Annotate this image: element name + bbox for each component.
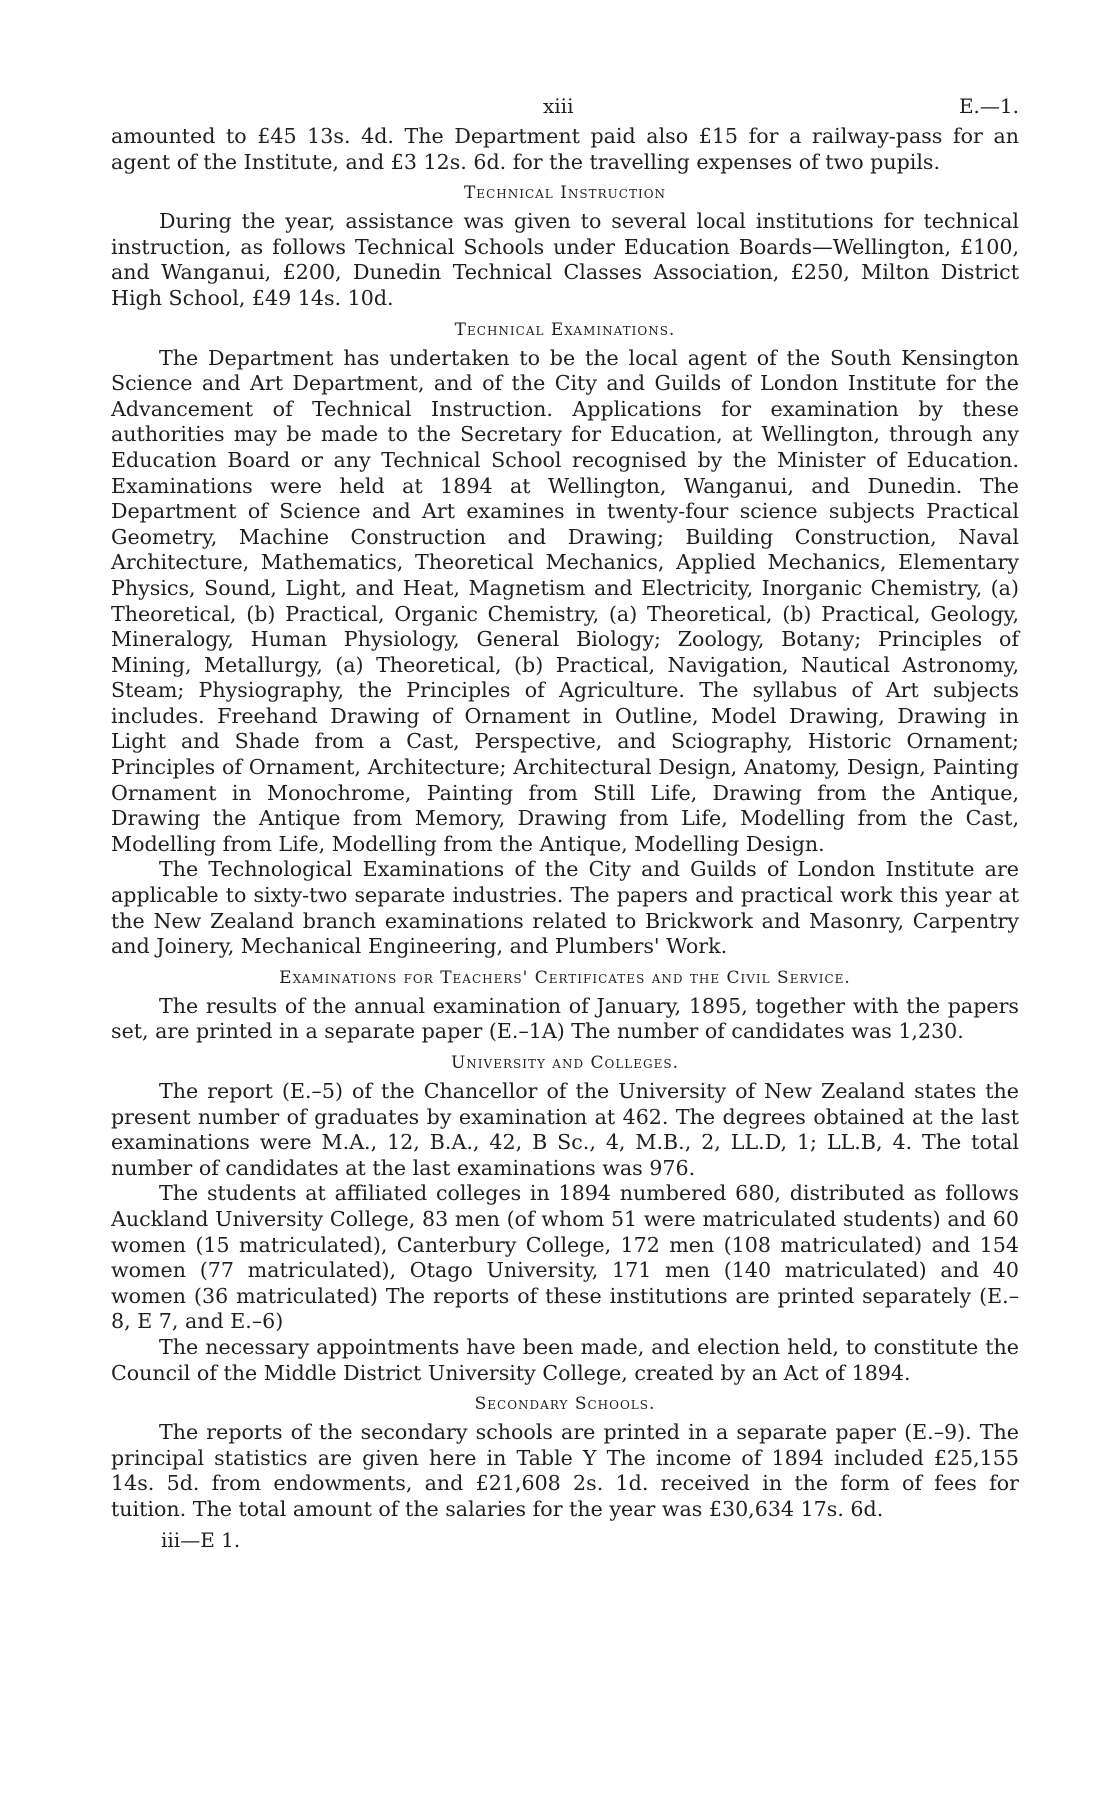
paragraph: The students at affiliated colleges in 1894 numbered 680, distributed as follows Auckland University College, 83 men (of whom 51 were matriculated students) and 60 women (15 matriculated), Canterbury College, 172 men (108 matriculated) and 154 women (77 matriculated), Otago University, 171 men (140 matriculated) and 40 women (36 matriculated) The reports of these institutions are printed separately (E.–8, E 7, and E.–6) [111,1181,1019,1334]
section-teachers-certificates [111,966,1019,1045]
section-heading: Examinations for Teachers' Certificates and the Civil Service. [279,967,851,988]
section-technical-instruction [111,181,1019,311]
paragraph: amounted to £45 13s. 4d. The Department paid also £15 for a railway-pass for an agent of the Institute, and £3 12s. 6d. for the travelling expenses of two pupils. [111,124,1019,174]
section-university-colleges [111,1051,1019,1386]
paragraph: During the year, assistance was given to several local institutions for technical instruction, as follows Technical Schools under Education Boards—Wellington, £100, and Wanganui, £200, Dunedin Technical Classes Association, £250, Milton District High School, £49 14s. 10d. [111,209,1019,310]
paragraph: The report (E.–5) of the Chancellor of the University of New Zealand states the present number of graduates by examination at 462. The degrees obtained at the last examinations were M.A., 12, B.A., 42, B Sc., 4, M.B., 2, LL.D, 1; LL.B, 4. The total number of candidates at the last examinations was 976. [111,1079,1019,1180]
document-page [111,88,1019,1553]
section-secondary-schools [111,1392,1019,1522]
paragraph: The Department has undertaken to be the local agent of the South Kensington Science and Art Department, and of the City and Guilds of London Institute for the Advancement of Technical Instruction. Applications for examination by these authorities may be made to the Secretary for Education, at Wellington, through any Education Board or any Technical School recognised by the Minister of Education. Examinations were held at 1894 at Wellington, Wanganui, and Dunedin. The Department of Science and Art examines in twenty-four science subjects Practical Geometry, Machine Construction and Drawing; Building Construction, Naval Architecture, Mathematics, Theoretical Mechanics, Applied Mechanics, Elementary Physics, Sound, Light, and Heat, Magnetism and Electricity, Inorganic Chemistry, (a) Theoretical, (b) Practical, Organic Chemistry, (a) Theoretical, (b) Practical, Geology, Mineralogy, Human Physiology, General Biology; Zoology, Botany; Principles of Mining, Metallurgy, (a) Theoretical, (b) Practical, Navigation, Nautical Astronomy, Steam; Physiography, the Principles of Agriculture. The syllabus of Art subjects includes. Freehand Drawing of Ornament in Outline, Model Drawing, Drawing in Light and Shade from a Cast, Perspective, and Sciography, Historic Ornament; Principles of Ornament, Architecture; Architectural Design, Anatomy, Design, Painting Ornament in Monochrome, Painting from Still Life, Drawing from the Antique, Drawing the Antique from Memory, Drawing from Life, Modelling from the Cast, Modelling from Life, Modelling from the Antique, Modelling Design. [111,345,1019,856]
section-heading: Technical Instruction [463,183,667,204]
page-header [111,88,1019,124]
section-heading: Technical Examinations. [454,319,676,340]
section-technical-examinations [111,318,1019,960]
document-code: E.—1. [958,94,1019,118]
paragraph: The necessary appointments have been made, and election held, to constitute the Council of the Middle District University College, created by an Act of 1894. [111,1334,1019,1385]
section-heading: Secondary Schools. [474,1394,656,1415]
page-number: xiii [543,94,574,118]
section-heading: University and Colleges. [450,1053,680,1073]
paragraph: The Technological Examinations of the City and Guilds of London Institute are applicable to sixty-two separate industries. The papers and practical work this year at the New Zealand branch examinations related to Brickwork and Masonry, Carpentry and Joinery, Mechanical Engineering, and Plumbers' Work. [111,857,1019,959]
paragraph: The results of the annual examination of January, 1895, together with the papers set, are printed in a separate paper (E.–1A) The number of candidates was 1,230. [111,993,1019,1044]
paragraph: The reports of the secondary schools are printed in a separate paper (E.–9). The principal statistics are given here in Table Y The income of 1894 included £25,155 14s. 5d. from endowments, and £21,608 2s. 1d. received in the form of fees for tuition. The total amount of the salaries for the year was £30,634 17s. 6d. [111,1420,1019,1521]
section-continuation [111,124,1019,175]
page-footer-signature: iii—E 1. [161,1527,241,1552]
